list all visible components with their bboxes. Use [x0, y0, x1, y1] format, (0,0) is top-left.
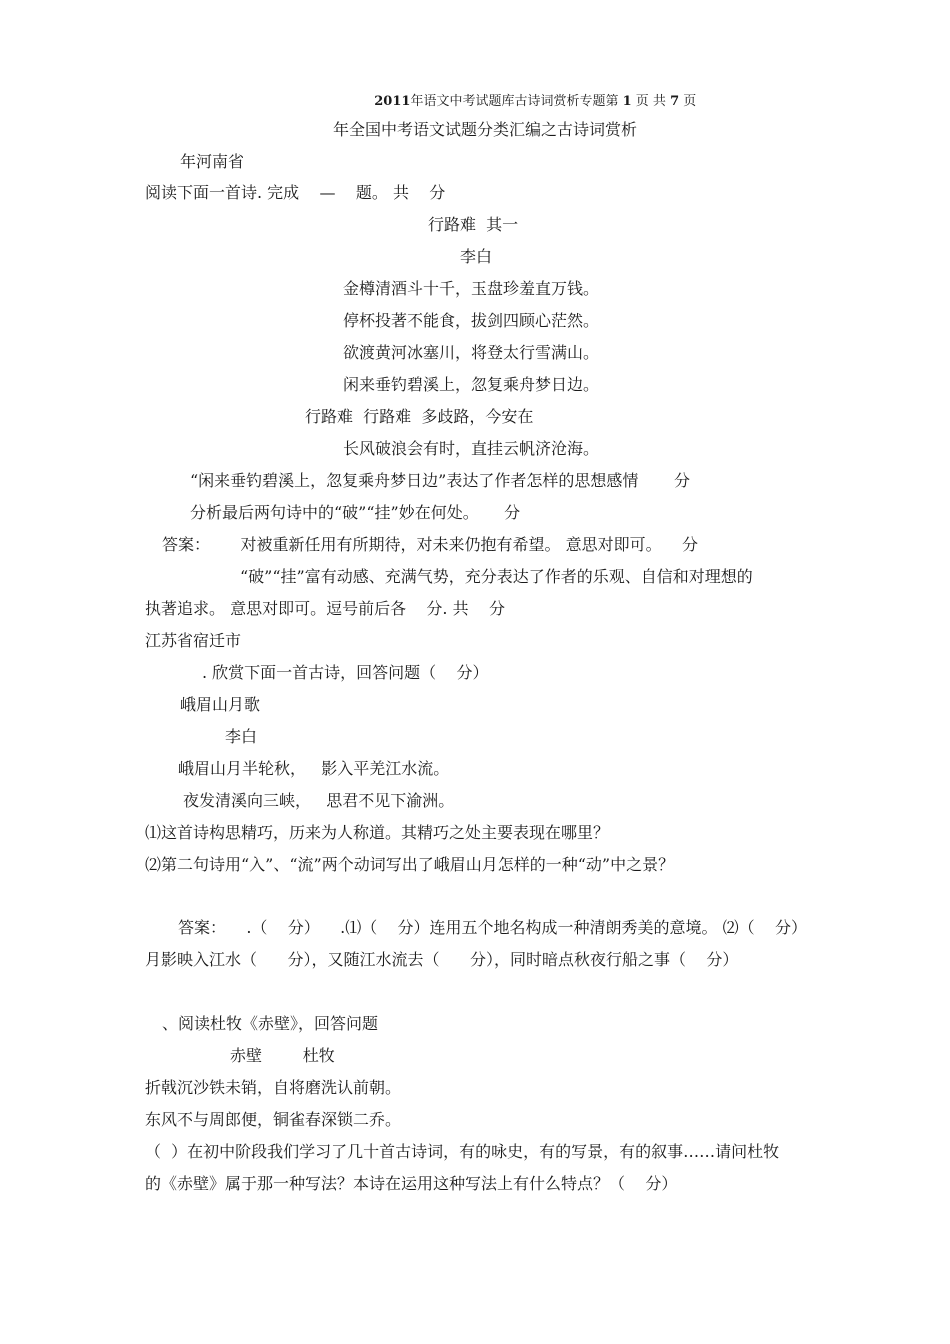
question: “闲来垂钓碧溪上，忽复乘舟梦日边”表达了作者怎样的思想感情 分: [190, 471, 690, 490]
poem-line: 金樽清酒斗十千，玉盘珍羞直万钱。: [343, 279, 600, 298]
document-title: 年全国中考语文试题分类汇编之古诗词赏析: [333, 120, 638, 139]
header-page-suffix: 页: [683, 94, 697, 109]
poem-line: 欲渡黄河冰塞川，将登太行雪满山。: [343, 343, 600, 362]
poem-line: 行路难 行路难 多歧路，今安在: [305, 407, 534, 426]
poem-line: 峨眉山月半轮秋， 影入平羌江水流。: [178, 759, 450, 778]
poem-title: 赤壁 杜牧: [230, 1046, 335, 1065]
header-page-word: 页 共: [635, 94, 666, 109]
question: 分析最后两句诗中的“破”“挂”妙在何处。 分: [190, 503, 521, 522]
poem-author: 李白: [225, 727, 258, 746]
question: （ ）在初中阶段我们学习了几十首古诗词，有的咏史，有的写景，有的叙事……请问杜牧: [145, 1142, 780, 1161]
question: 的《赤壁》属于那一种写法？本诗在运用这种写法上有什么特点？（ 分）: [145, 1174, 678, 1193]
poem-line: 折戟沉沙铁未销，自将磨洗认前朝。: [145, 1078, 402, 1097]
question: ⑵第二句诗用“入”、“流”两个动词写出了峨眉山月怎样的一种“动”中之景？: [145, 855, 675, 874]
answer-line: “破”“挂”富有动感、充满气势，充分表达了作者的乐观、自信和对理想的: [240, 567, 753, 586]
answer-line: 答案： .（ 分） .⑴（ 分）连用五个地名构成一种清朗秀美的意境。 ⑵（ 分）: [178, 918, 807, 937]
answer-line: 执著追求。 意思对即可。逗号前后各 分. 共 分: [145, 599, 505, 618]
header-year: 2011: [374, 94, 411, 109]
question: ⑴这首诗构思精巧，历来为人称道。其精巧之处主要表现在哪里？: [145, 823, 610, 842]
section-intro: 、阅读杜牧《赤壁》，回答问题: [162, 1014, 379, 1033]
section-intro: 阅读下面一首诗. 完成 — 题。 共 分: [145, 183, 446, 202]
answer-line: 答案： 对被重新任用有所期待，对未来仍抱有希望。 意思对即可。 分: [162, 535, 698, 554]
poem-author: 李白: [460, 247, 493, 266]
poem-line: 闲来垂钓碧溪上，忽复乘舟梦日边。: [343, 375, 600, 394]
poem-title: 峨眉山月歌: [180, 695, 261, 714]
poem-title: 行路难 其一: [428, 215, 519, 234]
answer-line: 月影映入江水（ 分），又随江水流去（ 分），同时暗点秋夜行船之事（ 分）: [145, 950, 739, 969]
poem-line: 长风破浪会有时，直挂云帆济沧海。: [343, 439, 600, 458]
section-intro: . 欣赏下面一首古诗，回答问题（ 分）: [202, 663, 489, 682]
poem-line: 东风不与周郎便，铜雀春深锁二乔。: [145, 1110, 402, 1129]
header-page-number: 1: [622, 94, 632, 109]
page-header: [366, 72, 696, 112]
section-region-henan: 年河南省: [180, 152, 245, 171]
header-title: 年语文中考试题库古诗词赏析专题第: [410, 94, 619, 109]
poem-line: 夜发清溪向三峡， 思君不见下渝洲。: [183, 791, 455, 810]
poem-line: 停杯投著不能食，拔剑四顾心茫然。: [343, 311, 600, 330]
section-region-suqian: 江苏省宿迁市: [145, 631, 242, 650]
header-total-pages: 7: [670, 94, 680, 109]
